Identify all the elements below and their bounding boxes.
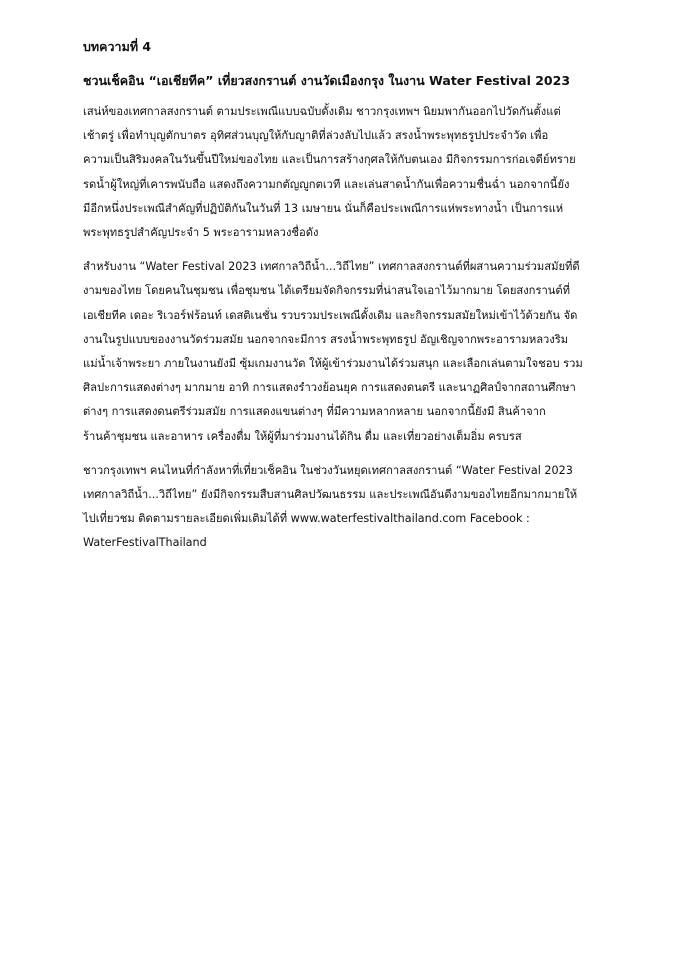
- paragraph-3: [83, 459, 603, 556]
- paragraph-line: เอเชียทีค เดอะ ริเวอร์ฟร้อนท์ เดสติเนชั่น รวบรวมประเพณีดั้งเดิม และกิจกรรมสมัยใหม่เข้าไว้ด้วยกัน จัด: [83, 308, 578, 322]
- paragraph-line: สำหรับงาน “Water Festival 2023 เทศกาลวิถีน้ำ...วิถีไทย” เทศกาลสงกรานต์ที่ผสานความร่วมสมัยที่ดี: [83, 260, 580, 274]
- paragraph-1: [83, 100, 603, 245]
- paragraph-line: เช้าตรู่ เพื่อทำบุญตักบาตร อุทิศส่วนบุญให้กับญาติที่ล่วงลับไปแล้ว สรงน้ำพระพุทธรูปประจำวัด เพื่อ: [83, 129, 549, 143]
- paragraph-line: เสน่ห์ของเทศกาลสงกรานต์ ตามประเพณีแบบฉบับดั้งเดิม ชาวกรุงเทพฯ นิยมพากันออกไปวัดกันตั้งแต่: [83, 105, 561, 118]
- paragraph-line: พระพุทธรูปสำคัญประจำ 5 พระอารามหลวงชื่อดัง: [83, 226, 319, 240]
- paragraph-line: WaterFestivalThailand: [83, 536, 207, 550]
- paragraph-line: งานในรูปแบบของงานวัดร่วมสมัย นอกจากจะมีการ สรงน้ำพระพุทธรูป อัญเชิญจากพระอารามหลวงริม: [83, 332, 569, 346]
- paragraph-line: แม่น้ำเจ้าพระยา ภายในงานยังมี ซุ้มเกมงานวัด ให้ผู้เข้าร่วมงานได้ร่วมสนุก และเลือกเล่นตามใจชอบ รวม: [83, 357, 583, 371]
- paragraph-line: ต่างๆ การแสดงดนตรีร่วมสมัย การแสดงแขนต่างๆ ที่มีความหลากหลาย นอกจากนี้ยังมี สินค้าจาก: [83, 405, 546, 419]
- paragraph-line: ศิลปะการแสดงต่างๆ มากมาย อาทิ การแสดงรำวงย้อนยุค การแสดงดนตรี และนาฏศิลป์จากสถานศึกษา: [83, 381, 576, 395]
- article-number: บทความที่ 4: [83, 39, 152, 54]
- paragraph-line: มีอีกหนึ่งประเพณีสำคัญที่ปฏิบัติกันในวันที่ 13 เมษายน นั่นก็คือประเพณีการแห่พระทางน้ำ เป็นการแห่: [83, 201, 564, 215]
- article-title: ชวนเช็คอิน “เอเชียทีค” เที่ยวสงกรานต์ งานวัดเมืองกรุง ในงาน Water Festival 2023: [83, 73, 571, 88]
- paragraph-line: เทศกาลวิถีน้ำ...วิถีไทย” ยังมีกิจกรรมสืบสานศิลปวัฒนธรรม และประเพณีอันดีงามของไทยอีกมากมายให้: [83, 488, 578, 502]
- paragraph-2: [83, 255, 603, 449]
- paragraph-line: ความเป็นสิริมงคลในวันขึ้นปีใหม่ของไทย และเป็นการสร้างกุศลให้กับตนเอง มีกิจกรรมการก่อเจดีย์ทราย: [83, 153, 576, 167]
- paragraph-line: รดน้ำผู้ใหญ่ที่เคารพนับถือ แสดงถึงความกตัญญูกตเวที และเล่นสาดน้ำกันเพื่อความชื่นฉ่ำ นอกจากนี้ยัง: [83, 177, 570, 191]
- paragraph-line: ชาวกรุงเทพฯ คนไหนที่กำลังหาที่เที่ยวเช็คอิน ในช่วงวันหยุดเทศกาลสงกรานต์ “Water Festival 2023: [83, 463, 573, 477]
- paragraph-line: ไปเที่ยวชม ติดตามรายละเอียดเพิ่มเติมได้ที่ www.waterfestivalthailand.com Facebook :: [83, 512, 530, 526]
- paragraph-line: งามของไทย โดยคนในชุมชน เพื่อชุมชน ได้เตรียมจัดกิจกรรมที่น่าสนใจเอาไว้มากมาย โดยสงกรานต์ที่: [83, 284, 571, 298]
- document-page: [83, 36, 603, 566]
- paragraph-line: ร้านค้าชุมชน และอาหาร เครื่องดื่ม ให้ผู้ที่มาร่วมงานได้กิน ดื่ม และเที่ยวอย่างเต็มอิ่ม ครบรส: [83, 429, 522, 443]
